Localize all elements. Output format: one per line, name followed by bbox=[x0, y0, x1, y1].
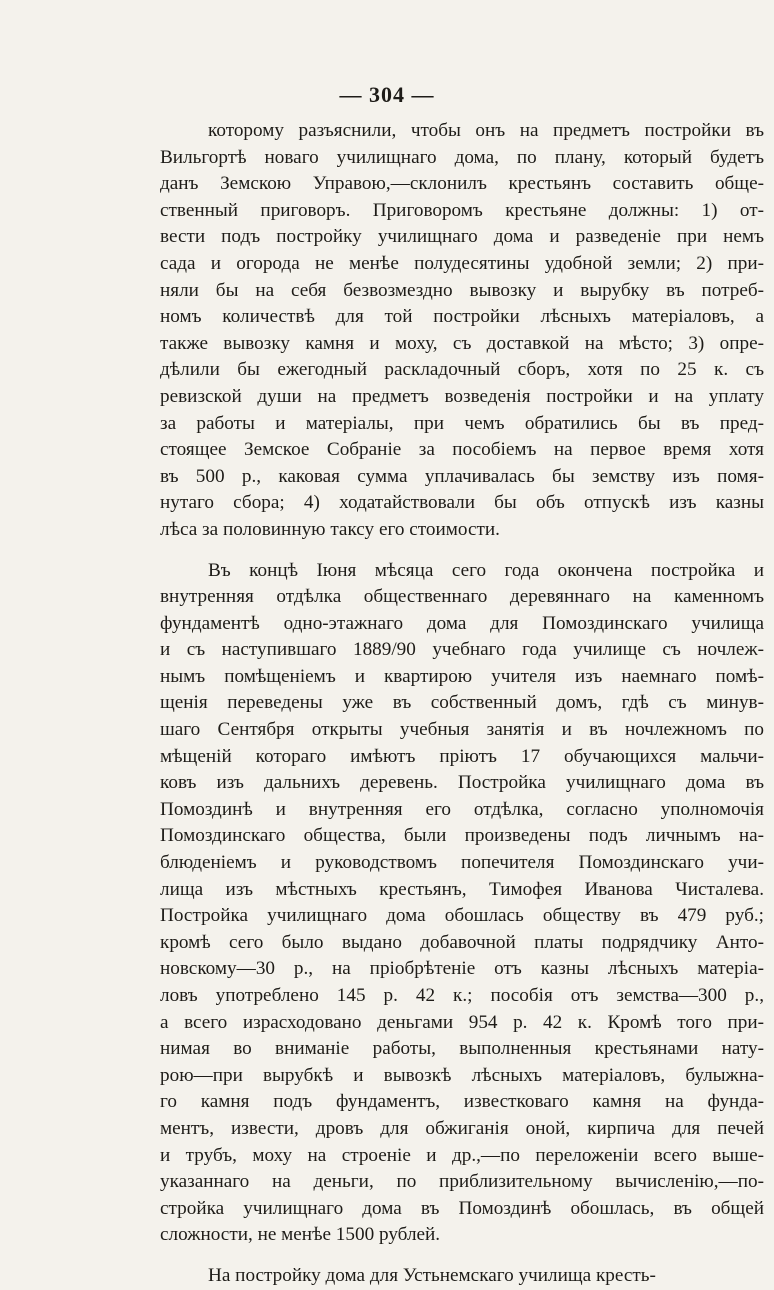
text-line: Помоздинскаго общества, были произведены подъ личнымъ на- bbox=[160, 825, 764, 847]
text-line: го камня подъ фундаментъ, известковаго камня на фунда- bbox=[160, 1091, 764, 1113]
text-line: шаго Сентября открыты учебныя занятія и въ ночлежномъ по bbox=[160, 719, 764, 741]
text-line: фундаментѣ одно-этажнаго дома для Помоздинскаго училища bbox=[160, 612, 764, 634]
text-line: кромѣ сего было выдано добавочной платы подрядчику Анто- bbox=[160, 931, 764, 953]
paragraph bbox=[160, 1263, 764, 1290]
text-line: внутренняя отдѣлка общественнаго деревяннаго на каменномъ bbox=[160, 586, 764, 608]
text-line: няли бы на себя безвозмездно вывозку и вырубку въ потреб- bbox=[160, 279, 764, 301]
text-line: за работы и матеріалы, при чемъ обратились бы въ пред- bbox=[160, 412, 764, 434]
text-line: которому разъяснили, чтобы онъ на предметъ постройки въ bbox=[208, 120, 764, 141]
text-line: и съ наступившаго 1889/90 учебнаго года училище съ ночлеж- bbox=[160, 639, 764, 661]
text-line: Вильгортѣ новаго училищнаго дома, по плану, который будетъ bbox=[160, 146, 764, 168]
text-line: данъ Земскою Управою,—склонилъ крестьянъ составить обще- bbox=[160, 173, 764, 195]
text-line: Помоздинѣ и внутренняя его отдѣлка, согласно уполномочія bbox=[160, 798, 764, 820]
text-line: номъ количествѣ для той постройки лѣсныхъ матеріаловъ, а bbox=[160, 306, 764, 328]
text-line: ревизской души на предметъ возведенія постройки и на уплату bbox=[160, 385, 764, 407]
text-line: Постройка училищнаго дома обошлась обществу въ 479 руб.; bbox=[160, 905, 764, 927]
text-line: На постройку дома для Устьнемскаго училища кресть- bbox=[208, 1264, 656, 1286]
text-line: указаннаго на деньги, по приблизительному вычисленію,—по- bbox=[160, 1171, 764, 1193]
text-line: въ 500 р., каковая сумма уплачивалась бы земству изъ помя- bbox=[160, 465, 764, 487]
paragraph bbox=[160, 118, 764, 544]
text-line: рою—при вырубкѣ и вывозкѣ лѣсныхъ матеріаловъ, булыжна- bbox=[160, 1064, 764, 1086]
paragraph bbox=[160, 558, 764, 1249]
text-line: стоящее Земское Собраніе за пособіемъ на первое время хотя bbox=[160, 439, 764, 461]
body-text bbox=[160, 118, 764, 1290]
text-line: лѣса за половинную таксу его стоимости. bbox=[160, 518, 500, 540]
text-line: стройка училищнаго дома въ Помоздинѣ обошлась, въ общей bbox=[160, 1197, 764, 1219]
text-line: дѣлили бы ежегодный раскладочный сборъ, хотя по 25 к. съ bbox=[160, 359, 764, 381]
text-line: новскому—30 р., на пріобрѣтеніе отъ казны лѣсныхъ матеріа- bbox=[160, 958, 764, 980]
text-line: блюденіемъ и руководствомъ попечителя Помоздинскаго учи- bbox=[160, 852, 764, 874]
paragraph-gap bbox=[160, 1249, 764, 1263]
text-line: нымъ помѣщеніемъ и квартирою учителя изъ наемнаго помѣ- bbox=[160, 665, 764, 687]
text-line: вести подъ постройку училищнаго дома и разведеніе при немъ bbox=[160, 226, 764, 248]
text-line: ковъ изъ дальнихъ деревень. Постройка училищнаго дома въ bbox=[160, 772, 764, 794]
text-line: сада и огорода не менѣе полудесятины удобной земли; 2) при- bbox=[160, 252, 764, 274]
text-line: лища изъ мѣстныхъ крестьянъ, Тимофея Иванова Чисталева. bbox=[160, 878, 764, 900]
text-line: ловъ употреблено 145 р. 42 к.; пособія отъ земства—300 р., bbox=[160, 985, 764, 1006]
page-number: — 304 — bbox=[339, 82, 435, 107]
text-line: также вывозку камня и моху, съ доставкой на мѣсто; 3) опре- bbox=[160, 332, 764, 354]
text-line: нимая во вниманіе работы, выполненныя крестьянами нату- bbox=[160, 1038, 764, 1060]
text-line: ментъ, извести, дровъ для обжиганія оной, кирпича для печей bbox=[160, 1117, 764, 1139]
text-line: ственный приговоръ. Приговоромъ крестьяне должны: 1) от- bbox=[160, 199, 764, 221]
paragraph-gap bbox=[160, 544, 764, 558]
text-line: Въ концѣ Іюня мѣсяца сего года окончена постройка и bbox=[208, 559, 764, 581]
text-line: и трубъ, моху на строеніе и др.,—по переложеніи всего выше- bbox=[160, 1144, 764, 1166]
text-line: щенія переведены уже въ собственный домъ, гдѣ съ минув- bbox=[160, 692, 764, 714]
text-line: мѣщеній котораго имѣютъ пріютъ 17 обучающихся мальчи- bbox=[160, 745, 764, 767]
text-line: сложности, не менѣе 1500 рублей. bbox=[160, 1224, 441, 1246]
text-line: нутаго сбора; 4) ходатайствовали бы объ отпускѣ изъ казны bbox=[160, 492, 764, 514]
text-line: а всего израсходовано деньгами 954 р. 42 к. Кромѣ того при- bbox=[160, 1011, 764, 1033]
